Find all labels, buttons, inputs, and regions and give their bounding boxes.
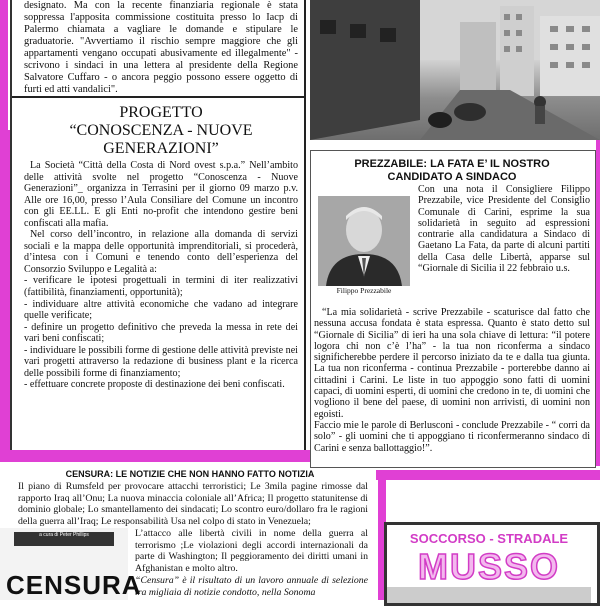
progetto-body xyxy=(24,160,298,391)
prezzabile-photo-caption: Filippo Prezzabile xyxy=(318,286,410,295)
progetto-item: - individuare le possibili forme di gestione delle attività previste nei vari progetti attraverso la redazione di business plant e la ricerca delle possibili forme di finanziamento; xyxy=(24,344,298,379)
ad-line-1: SOCCORSO - STRADALE xyxy=(409,531,569,546)
progetto-heading-line1: PROGETTO xyxy=(119,104,203,121)
prezzabile-paragraph-2: “La mia solidarietà - scrive Prezzabile - scaturisce dal fatto che nessuna accusa fondata è stata espressa. Quanto è stato detto sul “Giornale di Sicilia” di ieri ha una sola chiave di lettura: “il potere logora chi non c’è l’ha” - la tua non riconferma a sindaco significherebbe perdere il percorso iniziato da te e dalla tua giunta. La tua non riconferma - continua Prezzabile - porterebbe danno ai cittadini i Carini. Le liste in tuo appoggio sono fatti di uomini capaci, di uomini esperti, di uomini che credono in te, di uomini che vogliono il bene del paese, di uomini non arrivisti, di uomini non egoisti. xyxy=(314,307,590,420)
left-border-inner xyxy=(10,0,12,450)
prezzabile-heading-line1: PREZZABILE: LA FATA E’ IL NOSTRO xyxy=(354,158,550,170)
portrait-illustration xyxy=(318,196,410,286)
prezzabile-heading-line2: CANDIDATO A SINDACO xyxy=(387,171,517,183)
street-photo-illustration xyxy=(310,0,600,140)
right-bottom-bar xyxy=(376,470,600,480)
prezzabile-portrait xyxy=(318,196,410,286)
left-border-bar-2 xyxy=(0,130,10,450)
prezzabile-body xyxy=(314,307,590,454)
soccorso-stradale-ad xyxy=(384,522,600,606)
progetto-item: - individuare altre attività economiche che vadano ad integrare quelle verificate; xyxy=(24,298,298,322)
prezzabile-heading xyxy=(314,158,590,184)
prezzabile-paragraph-3: Faccio mie le parole di Berlusconi - conclude Prezzabile - “ corri da solo” - gli uomini che ti appoggiano ti riconfermeranno sindaco di Carini e senza ballottaggio!”. xyxy=(314,419,590,454)
progetto-heading-line2: “CONOSCENZA - NUOVE xyxy=(69,122,253,139)
intro-article-text: designato. Ma con la recente finanziaria regionale è stata soppressa l'apposita commissione costituita presso lo Iacp di Palermo chiamata a vagliare le domande e stipulare le graduatorie. "Avvertiamo il rischio sempre maggiore che gli appartamenti vengano occupati abusivamente ed illegalmente" - scrivono i sindaci in una lettera al presidente della Regione Salvatore Cuffaro - o ancora peggio possono essere oggetto di furti ed atti vandalici". xyxy=(24,0,298,95)
right-border-bar xyxy=(596,130,600,466)
censura-heading: CENSURA: LE NOTIZIE CHE NON HANNO FATTO NOTIZIA xyxy=(65,469,315,479)
progetto-paragraph-2: Nel corso dell’incontro, in relazione alla domanda di servizi sociali e la mappa delle opportunità imprenditoriali, si procederà, d’intesa con i Comuni e tenendo conto dell’esperienza del Consorzio Sviluppo e Legalità a: xyxy=(24,229,298,275)
progetto-item: - effettuare concrete proposte di destinazione dei beni confiscati. xyxy=(24,379,285,391)
left-border-bar xyxy=(0,0,8,130)
divider-top xyxy=(12,96,304,98)
progetto-item: - verificare le ipotesi progettuali in termini di iter realizzativi (fattibilità, finanziamenti, opportunità); xyxy=(24,275,298,299)
book-cover-author: a cura di Peter Phillips xyxy=(14,532,114,546)
censura-paragraph-3: “Censura” è il risultato di un lavoro annuale di selezione tra migliaia di notizie condotto, nella Sonoma xyxy=(135,574,368,598)
progetto-paragraph-1: La Società “Città della Costa di Nord ovest s.p.a.” Nell’ambito delle attività svolte nel progetto “Conoscenza - Nuove Generazioni”_ organizza in Terrasini per il giorno 09 marzo p.v. Alle ore 16,00, presso l’Aula Consiliare del Comune un incontro con gli EE.LL. E gli Enti no-profit che intendono gestire beni confiscati alla mafia. xyxy=(24,160,298,229)
progetto-heading xyxy=(24,104,298,158)
center-divider xyxy=(304,0,306,450)
censura-text-column xyxy=(135,528,368,598)
censura-book-cover xyxy=(0,528,142,600)
censura-paragraph-1: Il piano di Rumsfeld per provocare attacchi terroristici; Le 3mila pagine rimosse dal rapporto Iraq all’Onu; La nuova minaccia coloniale all’Africa; Il progetto statunitense di dominio globale; Lo smantellamento dei sindacati; Lo scontro euro/dollaro fra le ragioni della guerra all’Iraq; Le responsabilità Usa nel colpo di stato in Venezuela; xyxy=(18,481,368,528)
ad-photo-strip xyxy=(387,587,591,603)
ad-line-2: MUSSO xyxy=(417,546,560,587)
progetto-heading-line3: GENERAZIONI” xyxy=(103,140,219,157)
censura-paragraph-2: L’attacco alle libertà civili in nome della guerra al terrorismo ;Le violazioni degli accordi internazionali da parte di Washington; Il peggioramento dei diritti umani in Afghanistan e molto altro. xyxy=(135,528,368,575)
prezzabile-paragraph-1: Con una nota il Consigliere Filippo Prezzabile, vice Presidente del Consiglio Comunale di Carini, esprime la sua solidarietà in seguito ad espressioni contrarie alla candidatura a Sindaco di Gaetano La Fata, da parte di alcuni partiti della Casa delle Libertà, apparse sul “Giornale di Sicilia il 22 febbraio u.s. xyxy=(418,184,590,274)
book-cover-title: CENSURA xyxy=(6,570,142,600)
street-photo xyxy=(310,0,600,140)
progetto-item: - definire un progetto definitivo che preveda la messa in rete dei vari beni confiscati; xyxy=(24,321,298,345)
